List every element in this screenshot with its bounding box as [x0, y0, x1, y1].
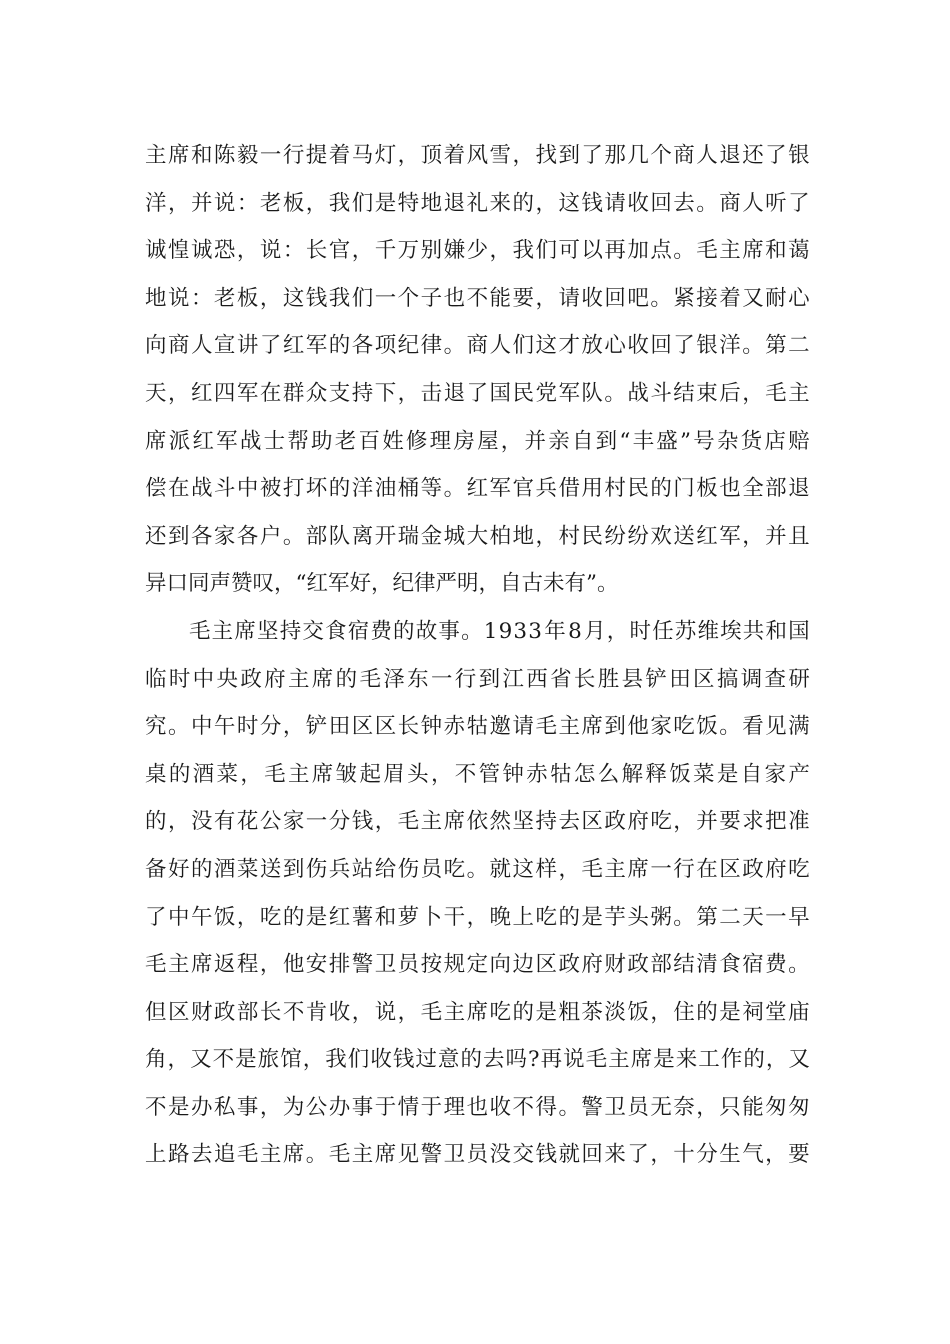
- text-line: 主 席 和 陈 毅 一 行 提 着 马 灯 ， 顶 着 风 雪 ， 找 到 了 那 几 个 商 人 退 还 了 银: [145, 143, 810, 168]
- body-text: [145, 132, 810, 1179]
- text-line: 向 商 人 宣 讲 了 红 军 的 各 项 纪 律 。 商 人 们 这 才 放 心 收 回 了 银 洋 。 第 二: [145, 333, 810, 359]
- text-line: 异口同声赞叹，“红军好，纪律严明，自古未有”。: [145, 571, 619, 597]
- text-line: 偿 在 战 斗 中 被 打 坏 的 洋 油 桶 等 。 红 军 官 兵 借 用 村 民 的 门 板 也 全 部 退: [145, 476, 810, 502]
- text-line: 诚 惶 诚 恐 ， 说 ： 长 官 ， 千 万 别 嫌 少 ， 我 们 可 以 再 加 点 。 毛 主 席 和 蔼: [145, 238, 810, 264]
- text-line: 但 区 财 政 部 长 不 肯 收 ， 说 ， 毛 主 席 吃 的 是 粗 茶 淡 饭 ， 住 的 是 祠 堂 庙: [145, 999, 810, 1025]
- text-line: 不 是 办 私 事 ， 为 公 办 事 于 情 于 理 也 收 不 得 。 警 卫 员 无 奈 ， 只 能 匆 匆: [145, 1094, 810, 1120]
- text-line: 地 说 ： 老 板 ， 这 钱 我 们 一 个 子 也 不 能 要 ， 请 收 回 吧 。 紧 接 着 又 耐 心: [145, 285, 810, 311]
- text-line: 毛 主 席 返 程 ， 他 安 排 警 卫 员 按 规 定 向 边 区 政 府 财 政 部 结 清 食 宿 费 。: [145, 952, 810, 978]
- text-line: 上 路 去 追 毛 主 席 。 毛 主 席 见 警 卫 员 没 交 钱 就 回 来 了 ， 十 分 生 气 ， 要: [145, 1142, 810, 1168]
- text-line: 桌 的 酒 菜 ， 毛 主 席 皱 起 眉 头 ， 不 管 钟 赤 牯 怎 么 解 释 饭 菜 是 自 家 产: [145, 761, 810, 787]
- text-line: 备 好 的 酒 菜 送 到 伤 兵 站 给 伤 员 吃 。 就 这 样 ， 毛 主 席 一 行 在 区 政 府 吃: [145, 856, 810, 882]
- text-line: 的 ， 没 有 花 公 家 一 分 钱 ， 毛 主 席 依 然 坚 持 去 区 政 府 吃 ， 并 要 求 把 准: [145, 809, 810, 835]
- text-line: 还 到 各 家 各 户 。 部 队 离 开 瑞 金 城 大 柏 地 ， 村 民 纷 纷 欢 送 红 军 ， 并 且: [145, 523, 810, 549]
- text-line: 角 ， 又 不 是 旅 馆 ， 我 们 收 钱 过 意 的 去 吗 ? 再 说 毛 主 席 是 来 工 作 的 ， 又: [145, 1047, 810, 1073]
- text-line: 究 。 中 午 时 分 ， 铲 田 区 区 长 钟 赤 牯 邀 请 毛 主 席 到 他 家 吃 饭 。 看 见 满: [145, 714, 810, 740]
- text-line: 洋 ， 并 说 ： 老 板 ， 我 们 是 特 地 退 礼 来 的 ， 这 钱 请 收 回 去 。 商 人 听 了: [145, 190, 810, 216]
- text-line: 席 派 红 军 战 士 帮 助 老 百 姓 修 理 房 屋 ， 并 亲 自 到 “ 丰 盛 ” 号 杂 货 店 赔: [145, 428, 810, 454]
- text-line: 临 时 中 央 政 府 主 席 的 毛 泽 东 一 行 到 江 西 省 长 胜 县 铲 田 区 搞 调 查 研: [145, 666, 810, 692]
- text-line: 天 ， 红 四 军 在 群 众 支 持 下 ， 击 退 了 国 民 党 军 队 。 战 斗 结 束 后 ， 毛 主: [145, 380, 810, 406]
- text-line: 了 中 午 饭 ， 吃 的 是 红 薯 和 萝 卜 干 ， 晚 上 吃 的 是 芋 头 粥 。 第 二 天 一 早: [145, 904, 810, 930]
- text-line: 毛 主 席 坚 持 交 食 宿 费 的 故 事 。 1 9 3 3 年 8 月 ， 时 任 苏 维 埃 共 和 国: [189, 618, 810, 644]
